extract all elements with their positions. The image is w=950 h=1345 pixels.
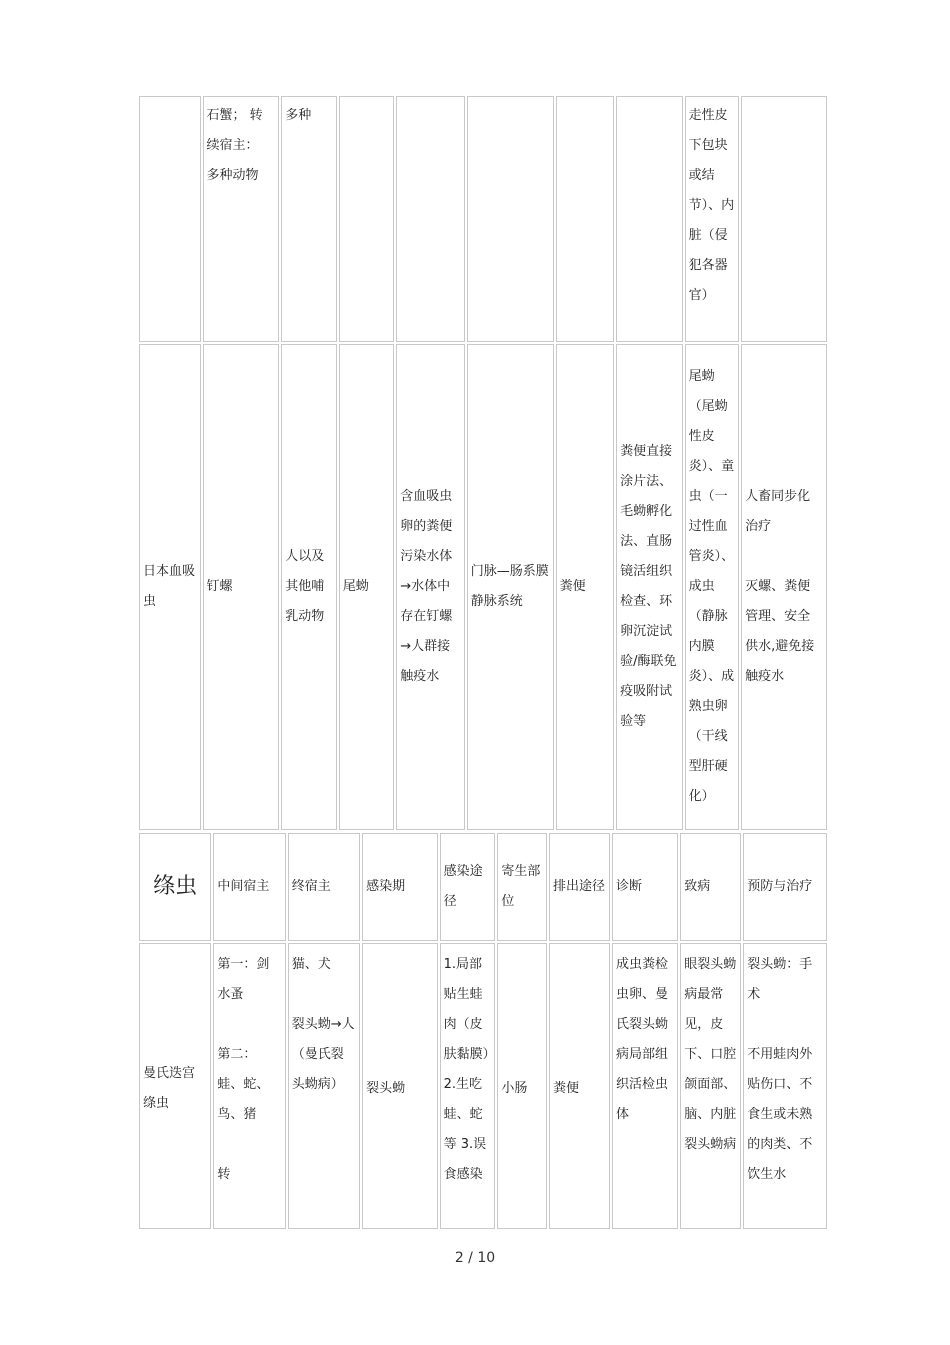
column-header: 诊断 xyxy=(612,833,678,941)
table-cell: 含血吸虫卵的粪便污染水体→水体中存在钉螺→人群接触疫水 xyxy=(396,344,465,830)
column-header: 排出途径 xyxy=(549,833,610,941)
table-cell: 尾蚴（尾蚴性皮炎）、童虫（一过性血管炎）、成虫（静脉内膜炎）、成熟虫卵（干线型肝硬化） xyxy=(685,344,739,830)
parasite-table-continued xyxy=(137,94,829,832)
table-cell: 走性皮下包块或结节）、内脏（侵犯各器官） xyxy=(685,96,739,342)
table-cell xyxy=(339,96,394,342)
table-cell: 粪便 xyxy=(549,943,610,1229)
column-header: 致病 xyxy=(680,833,741,941)
table-cell xyxy=(139,96,201,342)
column-header: 中间宿主 xyxy=(213,833,285,941)
table-cell: 眼裂头蚴病最常见，皮下、口腔颌面部、脑、内脏裂头蚴病 xyxy=(680,943,741,1229)
table-cell: 1.局部贴生蛙肉（皮肤黏膜）2.生吃蛙、蛇等 3.误食感染 xyxy=(440,943,496,1229)
table-cell: 石蟹； 转续宿主： 多种动物 xyxy=(203,96,280,342)
table-cell: 裂头蚴：手术 不用蛙肉外贴伤口、不食生或未熟的肉类、不饮生水 xyxy=(743,943,827,1229)
table-cell: 人畜同步化治疗 灭螺、粪便管理、安全供水,避免接触疫水 xyxy=(741,344,827,830)
table-cell: 钉螺 xyxy=(203,344,280,830)
table-cell: 裂头蚴 xyxy=(362,943,437,1229)
table-cell: 尾蚴 xyxy=(339,344,394,830)
table-cell xyxy=(741,96,827,342)
table-cell: 粪便 xyxy=(556,344,615,830)
table-row xyxy=(139,344,827,830)
table-cell: 门脉—肠系膜静脉系统 xyxy=(467,344,554,830)
table-cell: 小肠 xyxy=(497,943,547,1229)
table-cell: 日本血吸虫 xyxy=(139,344,201,830)
table-cell xyxy=(396,96,465,342)
table-cell: 成虫粪检虫卵、曼氏裂头蚴病局部组织活检虫体 xyxy=(612,943,678,1229)
group-label: 绦虫 xyxy=(139,833,211,941)
column-header: 预防与治疗 xyxy=(743,833,827,941)
column-header: 终宿主 xyxy=(288,833,360,941)
table-header-row xyxy=(139,833,827,941)
table-cell xyxy=(467,96,554,342)
table-cell: 人以及其他哺乳动物 xyxy=(281,344,336,830)
page-number: 2 / 10 xyxy=(454,1250,496,1266)
table-cell: 曼氏迭宫绦虫 xyxy=(139,943,211,1229)
table-cell: 猫、犬 裂头蚴→人（曼氏裂头蚴病） xyxy=(288,943,360,1229)
column-header: 寄生部位 xyxy=(497,833,547,941)
table-cell: 多种 xyxy=(281,96,336,342)
table-cell xyxy=(556,96,615,342)
column-header: 感染期 xyxy=(362,833,437,941)
table-cell xyxy=(616,96,683,342)
table-row xyxy=(139,96,827,342)
column-header: 感染途径 xyxy=(440,833,496,941)
table-row xyxy=(139,943,827,1229)
table-cell: 粪便直接涂片法、毛蚴孵化法、直肠镜活组织检查、环卵沉淀试验/酶联免疫吸附试验等 xyxy=(616,344,683,830)
table-cell: 第一：剑水蚤 第二：蛙、蛇、鸟、猪 转 xyxy=(213,943,285,1229)
tapeworm-table xyxy=(137,831,829,1231)
